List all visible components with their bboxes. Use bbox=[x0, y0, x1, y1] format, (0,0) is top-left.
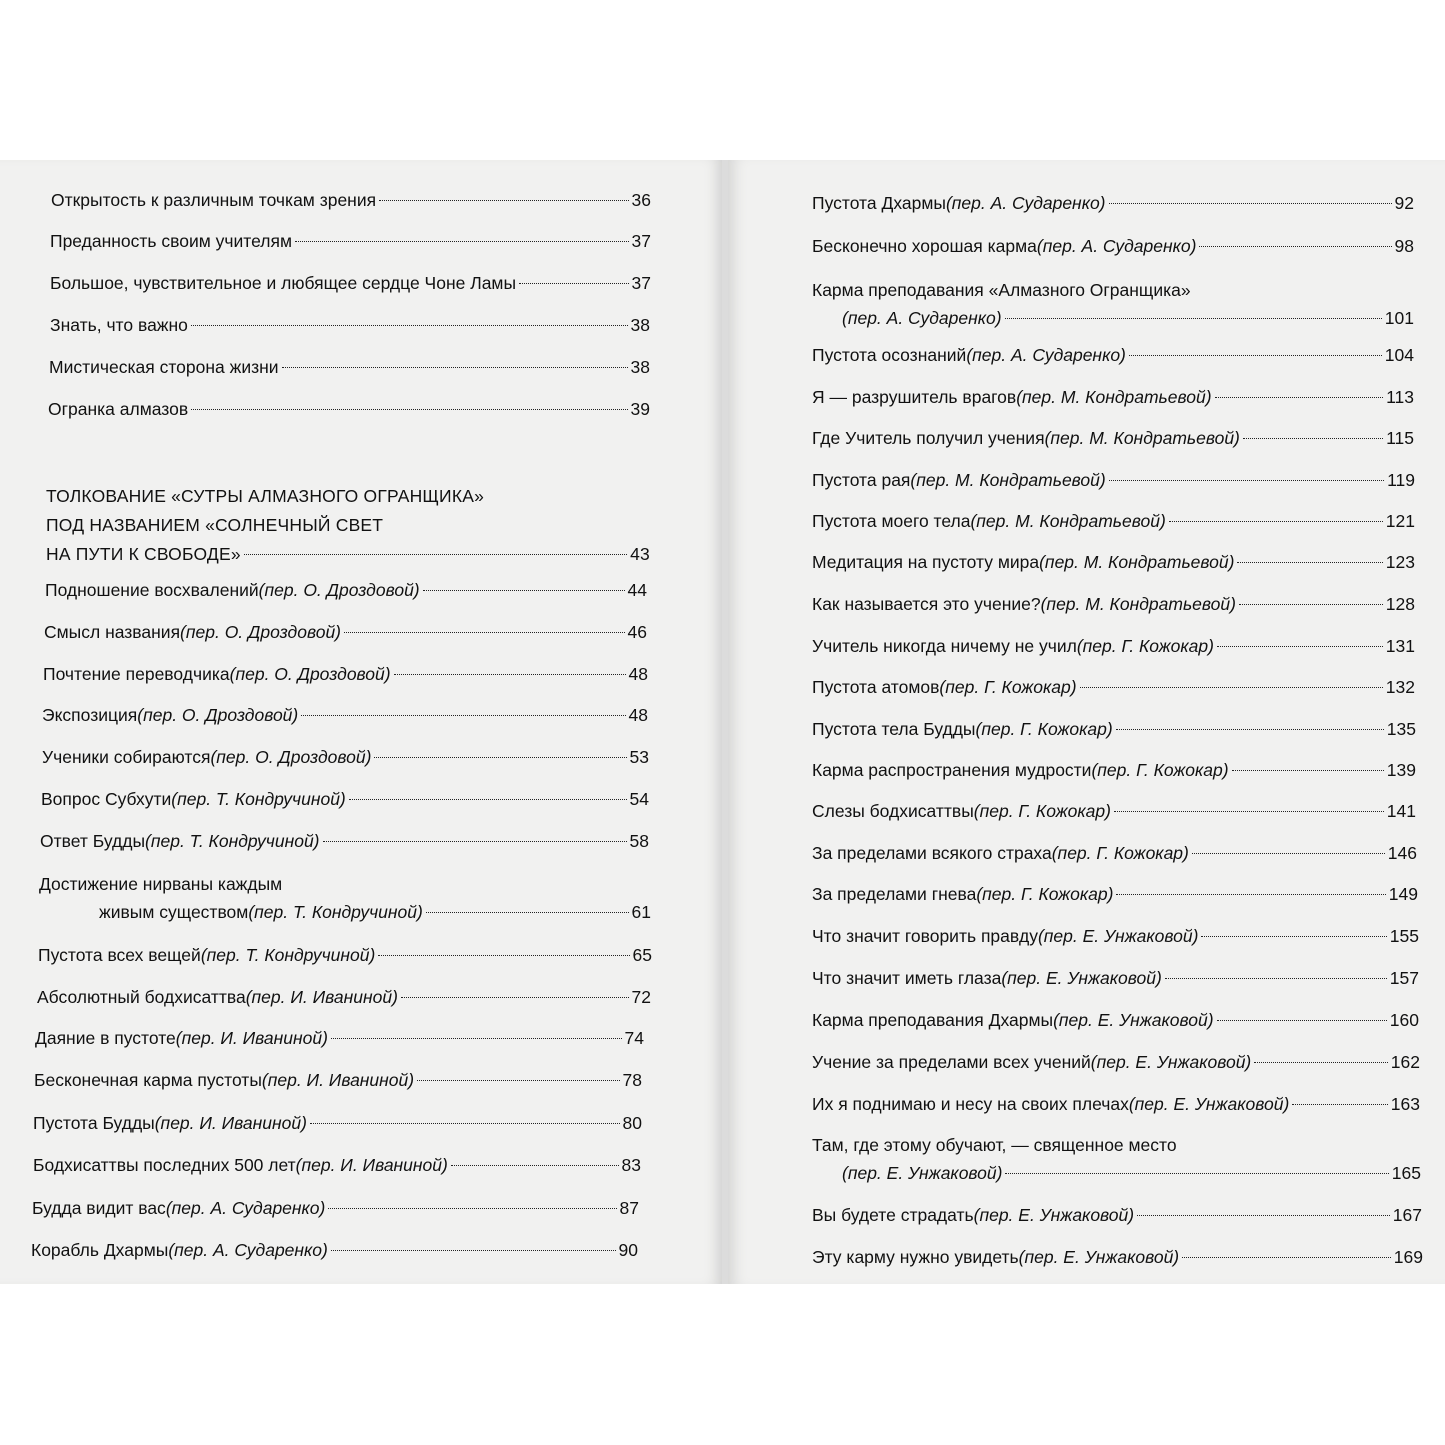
dot-leader bbox=[331, 1250, 616, 1251]
toc-entry-title: Там, где этому обучают, — священное место bbox=[812, 1135, 1177, 1155]
toc-entry-title: Знать, что важно bbox=[50, 315, 188, 335]
toc-entry-title: Будда видит вас bbox=[32, 1198, 166, 1218]
toc-entry[interactable] bbox=[812, 424, 1414, 452]
toc-entry-title: Смысл названия bbox=[44, 622, 181, 642]
toc-entry-title: Бесконечно хорошая карма bbox=[812, 236, 1037, 256]
toc-entry-title: Преданность своим учителям bbox=[50, 231, 292, 251]
toc-entry-line bbox=[34, 1066, 642, 1094]
dot-leader bbox=[426, 912, 629, 913]
toc-entry-translator: (пер. М. Кондратьевой) bbox=[1040, 594, 1236, 614]
dot-leader bbox=[1182, 1257, 1391, 1258]
section-heading-line-2: ПОД НАЗВАНИЕМ «СОЛНЕЧНЫЙ СВЕТ bbox=[46, 515, 384, 535]
toc-entry-line bbox=[812, 756, 1416, 784]
dot-leader bbox=[191, 409, 627, 410]
page-number: 155 bbox=[1389, 926, 1419, 946]
dot-leader bbox=[244, 554, 627, 555]
page-number: 80 bbox=[622, 1113, 642, 1133]
page-number: 61 bbox=[631, 902, 651, 922]
page-number: 160 bbox=[1389, 1010, 1419, 1030]
toc-entry-title: Ученики собираются bbox=[42, 747, 211, 767]
dot-leader bbox=[1109, 203, 1392, 204]
page-number: 149 bbox=[1388, 884, 1418, 904]
toc-entry-title: Слезы бодхисаттвы bbox=[812, 801, 974, 821]
toc-entry[interactable] bbox=[812, 341, 1414, 369]
toc-entry-translator: (пер. Е. Унжаковой) bbox=[1018, 1247, 1180, 1267]
toc-entry-translator: (пер. Т. Кондручиной) bbox=[171, 789, 346, 809]
toc-entry[interactable] bbox=[43, 660, 648, 688]
toc-entry-line bbox=[51, 186, 651, 214]
toc-entry-translator: (пер. А. Сударенко) bbox=[168, 1240, 328, 1260]
toc-entry-title: Медитация на пустоту мира bbox=[812, 552, 1040, 572]
toc-entry-translator: (пер. Г. Кожокар) bbox=[976, 884, 1114, 904]
dot-leader bbox=[1192, 853, 1385, 854]
toc-entry-translator: (пер. И. Иваниной) bbox=[175, 1028, 328, 1048]
section-heading bbox=[46, 482, 650, 569]
dot-leader bbox=[1005, 318, 1382, 319]
toc-entry[interactable] bbox=[51, 186, 651, 214]
toc-entry-line bbox=[812, 715, 1416, 743]
toc-entry-line bbox=[812, 922, 1419, 950]
page-number: 104 bbox=[1384, 345, 1414, 365]
toc-entry-translator: (пер. Е. Унжаковой) bbox=[1053, 1010, 1214, 1030]
toc-entry-translator: (пер. М. Кондратьевой) bbox=[910, 470, 1106, 490]
toc-entry-title: Их я поднимаю и несу на своих плечах bbox=[812, 1094, 1129, 1114]
page-number: 37 bbox=[631, 273, 651, 293]
dot-leader bbox=[423, 590, 625, 591]
toc-entry-line bbox=[44, 618, 647, 646]
toc-entry-translator: (пер. И. Иваниной) bbox=[295, 1155, 448, 1175]
toc-entry-title: Корабль Дхармы bbox=[31, 1240, 169, 1260]
toc-entry[interactable] bbox=[812, 383, 1414, 411]
toc-entry-translator: (пер. О. Дроздовой) bbox=[180, 622, 342, 642]
toc-entry[interactable] bbox=[812, 715, 1416, 743]
toc-entry-translator: (пер. Т. Кондручиной) bbox=[248, 902, 423, 922]
page-number: 128 bbox=[1385, 594, 1415, 614]
toc-entry-title: Карма распространения мудрости bbox=[812, 760, 1092, 780]
page-number: 98 bbox=[1394, 236, 1414, 256]
toc-entry-title: Учение за пределами всех учений bbox=[812, 1052, 1091, 1072]
toc-entry[interactable] bbox=[33, 1151, 641, 1179]
toc-entry[interactable] bbox=[42, 701, 648, 729]
toc-entry-translator: (пер. Г. Кожокар) bbox=[939, 677, 1077, 697]
dot-leader bbox=[1254, 1062, 1388, 1063]
page-number: 37 bbox=[631, 231, 651, 251]
toc-entry-translator: (пер. А. Сударенко) bbox=[842, 308, 1002, 328]
page-number: 169 bbox=[1393, 1247, 1423, 1267]
dot-leader bbox=[1243, 438, 1383, 439]
toc-entry-line bbox=[812, 1201, 1422, 1229]
toc-entry-translator: (пер. Г. Кожокар) bbox=[1091, 760, 1229, 780]
toc-entry[interactable] bbox=[812, 756, 1416, 784]
dot-leader bbox=[417, 1080, 619, 1081]
toc-entry-line bbox=[33, 1151, 641, 1179]
toc-entry[interactable] bbox=[50, 311, 650, 339]
page-number: 83 bbox=[621, 1155, 641, 1175]
dot-leader bbox=[1292, 1104, 1387, 1105]
toc-entry-translator: (пер. А. Сударенко) bbox=[1036, 236, 1197, 256]
page-number: 146 bbox=[1387, 843, 1417, 863]
toc-entry-line bbox=[38, 941, 652, 969]
page-number: 139 bbox=[1386, 760, 1416, 780]
page-number: 38 bbox=[630, 315, 650, 335]
page-number: 165 bbox=[1391, 1163, 1421, 1183]
toc-entry-title: Учитель никогда ничему не учил bbox=[812, 636, 1077, 656]
dot-leader bbox=[301, 715, 625, 716]
dot-leader bbox=[1137, 1215, 1390, 1216]
toc-entry-translator: (пер. И. Иваниной) bbox=[261, 1070, 415, 1090]
page-number: 72 bbox=[631, 987, 651, 1007]
toc-entry[interactable] bbox=[812, 1201, 1422, 1229]
page-number: 78 bbox=[622, 1070, 642, 1090]
dot-leader bbox=[1116, 894, 1385, 895]
toc-entry-line bbox=[50, 311, 650, 339]
page-number: 54 bbox=[629, 789, 649, 809]
toc-entry[interactable] bbox=[32, 1194, 639, 1222]
toc-entry-title: Эту карму нужно увидеть bbox=[812, 1247, 1019, 1267]
toc-entry-title: Что значит иметь глаза bbox=[812, 968, 1002, 988]
dot-leader bbox=[310, 1123, 620, 1124]
toc-entry-title: Пустота тела Будды bbox=[812, 719, 976, 739]
toc-entry-title: Как называется это учение? bbox=[812, 594, 1041, 614]
toc-entry-title: Пустота осознаний bbox=[812, 345, 967, 365]
toc-entry-title: Достижение нирваны каждым bbox=[39, 874, 283, 894]
toc-entry-title: Я — разрушитель врагов bbox=[812, 387, 1017, 407]
toc-entry-title: Экспозиция bbox=[42, 705, 138, 725]
toc-entry[interactable] bbox=[50, 227, 651, 255]
dot-leader bbox=[1239, 604, 1383, 605]
toc-entry-line bbox=[39, 898, 651, 926]
dot-leader bbox=[378, 955, 629, 956]
toc-entry-translator: (пер. Е. Унжаковой) bbox=[1090, 1052, 1252, 1072]
toc-entry[interactable] bbox=[812, 189, 1414, 217]
dot-leader bbox=[295, 241, 629, 242]
toc-entry-translator: (пер. М. Кондратьевой) bbox=[970, 511, 1166, 531]
toc-entry-line bbox=[812, 466, 1415, 494]
page-number: 131 bbox=[1385, 636, 1415, 656]
toc-entry[interactable] bbox=[50, 269, 651, 297]
dot-leader bbox=[349, 799, 627, 800]
dot-leader bbox=[1217, 1020, 1387, 1021]
page-number: 39 bbox=[630, 399, 650, 419]
toc-entry-line bbox=[42, 701, 648, 729]
page-number: 65 bbox=[632, 945, 652, 965]
toc-entry-title: Пустота моего тела bbox=[812, 511, 971, 531]
toc-entry-line bbox=[812, 880, 1418, 908]
dot-leader bbox=[331, 1038, 622, 1039]
dot-leader bbox=[1005, 1173, 1388, 1174]
toc-entry[interactable] bbox=[812, 797, 1416, 825]
toc-entry-line bbox=[812, 1006, 1419, 1034]
toc-entry-title: Пустота Дхармы bbox=[812, 193, 946, 213]
toc-entry-line bbox=[812, 673, 1415, 701]
toc-entry[interactable] bbox=[812, 590, 1415, 618]
toc-entry-line bbox=[45, 576, 647, 604]
dot-leader bbox=[1232, 770, 1384, 771]
dot-leader bbox=[1129, 355, 1382, 356]
toc-entry-line bbox=[42, 743, 649, 771]
page-number: 43 bbox=[630, 544, 650, 564]
dot-leader bbox=[1169, 521, 1383, 522]
toc-entry-line bbox=[812, 1243, 1423, 1271]
page-number: 163 bbox=[1390, 1094, 1420, 1114]
toc-entry[interactable] bbox=[40, 827, 649, 855]
page-number: 36 bbox=[631, 190, 651, 210]
page-number: 123 bbox=[1385, 552, 1415, 572]
dot-leader bbox=[282, 367, 628, 368]
toc-entry-line bbox=[812, 507, 1415, 535]
toc-entry[interactable] bbox=[45, 576, 647, 604]
toc-entry-line bbox=[43, 660, 648, 688]
toc-entry-line bbox=[37, 983, 651, 1011]
page-number: 46 bbox=[627, 622, 647, 642]
page-number: 48 bbox=[628, 664, 648, 684]
toc-entry[interactable] bbox=[37, 983, 651, 1011]
toc-entry-title: Ответ Будды bbox=[40, 831, 146, 851]
toc-entry-line bbox=[812, 383, 1414, 411]
toc-entry-line bbox=[812, 964, 1419, 992]
page-number: 132 bbox=[1385, 677, 1415, 697]
toc-entry[interactable] bbox=[33, 1109, 642, 1137]
toc-entry-translator: (пер. М. Кондратьевой) bbox=[1039, 552, 1235, 572]
toc-entry[interactable] bbox=[812, 507, 1415, 535]
toc-entry-translator: (пер. Е. Унжаковой) bbox=[1037, 926, 1199, 946]
toc-entry[interactable] bbox=[812, 276, 1414, 332]
toc-entry-title: За пределами всякого страха bbox=[812, 843, 1052, 863]
page-number: 141 bbox=[1386, 801, 1416, 821]
toc-entry-translator: (пер. Е. Унжаковой) bbox=[842, 1163, 1003, 1183]
toc-entry-title: Подношение восхвалений bbox=[45, 580, 259, 600]
page-number: 48 bbox=[628, 705, 648, 725]
toc-entry-translator: (пер. О. Дроздовой) bbox=[258, 580, 420, 600]
toc-entry[interactable] bbox=[38, 941, 652, 969]
toc-entry-line bbox=[812, 189, 1414, 217]
page-number: 74 bbox=[624, 1028, 644, 1048]
toc-entry-title: Где Учитель получил учения bbox=[812, 428, 1045, 448]
toc-entry[interactable] bbox=[42, 743, 649, 771]
toc-entry-title: Пустота Будды bbox=[33, 1113, 155, 1133]
toc-entry-line bbox=[812, 632, 1415, 660]
toc-entry-translator: (пер. Г. Кожокар) bbox=[1051, 843, 1189, 863]
toc-entry-translator: (пер. А. Сударенко) bbox=[945, 193, 1106, 213]
page-number: 101 bbox=[1384, 308, 1414, 328]
toc-entry-title: Почтение переводчика bbox=[43, 664, 230, 684]
toc-entry[interactable] bbox=[812, 839, 1417, 867]
toc-entry-translator: (пер. Е. Унжаковой) bbox=[1001, 968, 1162, 988]
dot-leader bbox=[1237, 562, 1382, 563]
toc-entry-line bbox=[49, 353, 650, 381]
page-number: 38 bbox=[630, 357, 650, 377]
toc-entry-line bbox=[812, 590, 1415, 618]
toc-entry[interactable] bbox=[812, 880, 1418, 908]
toc-entry[interactable] bbox=[812, 922, 1419, 950]
toc-entry[interactable] bbox=[812, 632, 1415, 660]
dot-leader bbox=[1109, 480, 1384, 481]
toc-entry-line bbox=[41, 785, 649, 813]
dot-leader bbox=[323, 841, 627, 842]
toc-entry-translator: (пер. О. Дроздовой) bbox=[137, 705, 299, 725]
toc-entry-title: Пустота рая bbox=[812, 470, 911, 490]
toc-entry-translator: (пер. М. Кондратьевой) bbox=[1044, 428, 1240, 448]
dot-leader bbox=[451, 1165, 619, 1166]
toc-entry[interactable] bbox=[39, 870, 651, 926]
toc-entry[interactable] bbox=[812, 548, 1415, 576]
page-number: 119 bbox=[1387, 470, 1415, 490]
dot-leader bbox=[191, 325, 628, 326]
toc-entry[interactable] bbox=[812, 673, 1415, 701]
dot-leader bbox=[1199, 246, 1391, 247]
toc-entry-line bbox=[48, 395, 650, 423]
toc-entry-title: Пустота всех вещей bbox=[38, 945, 201, 965]
toc-entry-translator: (пер. О. Дроздовой) bbox=[229, 664, 391, 684]
toc-entry-line bbox=[31, 1236, 638, 1264]
toc-entry-title: Вопрос Субхути bbox=[41, 789, 172, 809]
dot-leader bbox=[1165, 978, 1387, 979]
dot-leader bbox=[344, 632, 625, 633]
toc-entry[interactable] bbox=[812, 1131, 1421, 1187]
toc-entry[interactable] bbox=[812, 1243, 1423, 1271]
toc-entry-line bbox=[33, 1109, 642, 1137]
toc-entry-translator: (пер. Т. Кондручиной) bbox=[145, 831, 320, 851]
toc-entry-translator: (пер. Е. Унжаковой) bbox=[1128, 1094, 1290, 1114]
toc-entry-translator: (пер. И. Иваниной) bbox=[245, 987, 398, 1007]
toc-entry-title: Даяние в пустоте bbox=[35, 1028, 176, 1048]
dot-leader bbox=[1217, 646, 1383, 647]
toc-entry-title: Бесконечная карма пустоты bbox=[34, 1070, 262, 1090]
toc-entry[interactable] bbox=[49, 353, 650, 381]
dot-leader bbox=[374, 757, 626, 758]
toc-entry-title: Абсолютный бодхисаттва bbox=[37, 987, 246, 1007]
toc-entry-title: Огранка алмазов bbox=[48, 399, 189, 419]
dot-leader bbox=[401, 997, 629, 998]
toc-entry-line bbox=[812, 424, 1414, 452]
dot-leader bbox=[519, 283, 628, 284]
page-number: 87 bbox=[619, 1198, 639, 1218]
toc-entry-line bbox=[812, 797, 1416, 825]
page-number: 115 bbox=[1386, 428, 1414, 448]
page-number: 58 bbox=[629, 831, 649, 851]
toc-entry[interactable] bbox=[34, 1066, 642, 1094]
page-number: 90 bbox=[618, 1240, 638, 1260]
section-heading-line-3 bbox=[46, 540, 650, 569]
toc-entry-translator: (пер. Г. Кожокар) bbox=[975, 719, 1113, 739]
page-number: 157 bbox=[1389, 968, 1419, 988]
toc-entry[interactable] bbox=[812, 1048, 1420, 1076]
dot-leader bbox=[1080, 687, 1383, 688]
toc-entry-line bbox=[812, 1090, 1420, 1118]
toc-entry-title: Большое, чувствительное и любящее сердце Чоне Ламы bbox=[50, 273, 517, 293]
toc-entry-line bbox=[812, 1048, 1420, 1076]
toc-entry[interactable] bbox=[812, 964, 1419, 992]
toc-entry-line bbox=[812, 232, 1414, 260]
toc-entry[interactable] bbox=[48, 395, 650, 423]
toc-entry-translator: (пер. А. Сударенко) bbox=[966, 345, 1126, 365]
toc-entry[interactable] bbox=[812, 1006, 1419, 1034]
toc-entry-line bbox=[812, 839, 1417, 867]
toc-entry-title: Мистическая сторона жизни bbox=[49, 357, 279, 377]
toc-entry-translator: (пер. Г. Кожокар) bbox=[973, 801, 1111, 821]
page-number: 53 bbox=[629, 747, 649, 767]
toc-entry-translator: (пер. И. Иваниной) bbox=[154, 1113, 307, 1133]
toc-entry-title: Открытость к различным точкам зрения bbox=[51, 190, 377, 210]
dot-leader bbox=[1116, 729, 1384, 730]
toc-entry-translator: (пер. А. Сударенко) bbox=[165, 1198, 326, 1218]
toc-entry-line bbox=[32, 1194, 639, 1222]
toc-entry-line bbox=[812, 1159, 1421, 1187]
toc-entry-title: За пределами гнева bbox=[812, 884, 977, 904]
toc-entry-line bbox=[812, 341, 1414, 369]
toc-entry-line bbox=[50, 269, 651, 297]
section-heading-line-3-text: НА ПУТИ К СВОБОДЕ» bbox=[46, 544, 241, 564]
toc-entry[interactable] bbox=[44, 618, 647, 646]
dot-leader bbox=[394, 674, 626, 675]
toc-entry-title: Карма преподавания Дхармы bbox=[812, 1010, 1054, 1030]
toc-entry-title: Бодхисаттвы последних 500 лет bbox=[33, 1155, 296, 1175]
toc-entry[interactable] bbox=[41, 785, 649, 813]
toc-entry-title: Что значит говорить правду bbox=[812, 926, 1038, 946]
toc-entry-title-continued: живым существом bbox=[99, 902, 249, 922]
dot-leader bbox=[379, 200, 628, 201]
page-number: 44 bbox=[627, 580, 647, 600]
page-number: 162 bbox=[1390, 1052, 1420, 1072]
dot-leader bbox=[328, 1208, 616, 1209]
toc-entry[interactable] bbox=[812, 1090, 1420, 1118]
page-number: 167 bbox=[1392, 1205, 1422, 1225]
dot-leader bbox=[1201, 936, 1386, 937]
page-number: 135 bbox=[1386, 719, 1416, 739]
toc-entry-translator: (пер. Г. Кожокар) bbox=[1076, 636, 1214, 656]
page-number: 121 bbox=[1385, 511, 1415, 531]
toc-entry[interactable] bbox=[812, 466, 1415, 494]
toc-entry[interactable] bbox=[812, 232, 1414, 260]
toc-entry-line bbox=[35, 1024, 644, 1052]
dot-leader bbox=[1215, 397, 1384, 398]
toc-entry-translator: (пер. Е. Унжаковой) bbox=[973, 1205, 1135, 1225]
toc-entry-translator: (пер. Т. Кондручиной) bbox=[200, 945, 376, 965]
toc-entry-line bbox=[812, 548, 1415, 576]
toc-entry-title: Вы будете страдать bbox=[812, 1205, 974, 1225]
page-number: 92 bbox=[1394, 193, 1414, 213]
page-number: 113 bbox=[1386, 387, 1414, 407]
toc-entry-title: Пустота атомов bbox=[812, 677, 940, 697]
toc-entry-translator: (пер. М. Кондратьевой) bbox=[1016, 387, 1212, 407]
toc-entry[interactable] bbox=[31, 1236, 638, 1264]
toc-entry-line bbox=[812, 304, 1414, 332]
toc-entry-line bbox=[40, 827, 649, 855]
toc-entry-line bbox=[50, 227, 651, 255]
toc-entry-title: Карма преподавания «Алмазного Огранщика» bbox=[812, 280, 1191, 300]
dot-leader bbox=[1114, 811, 1384, 812]
toc-entry-translator: (пер. О. Дроздовой) bbox=[210, 747, 372, 767]
toc-entry[interactable] bbox=[35, 1024, 644, 1052]
section-heading-line-1: ТОЛКОВАНИЕ «СУТРЫ АЛМАЗНОГО ОГРАНЩИКА» bbox=[46, 486, 485, 506]
